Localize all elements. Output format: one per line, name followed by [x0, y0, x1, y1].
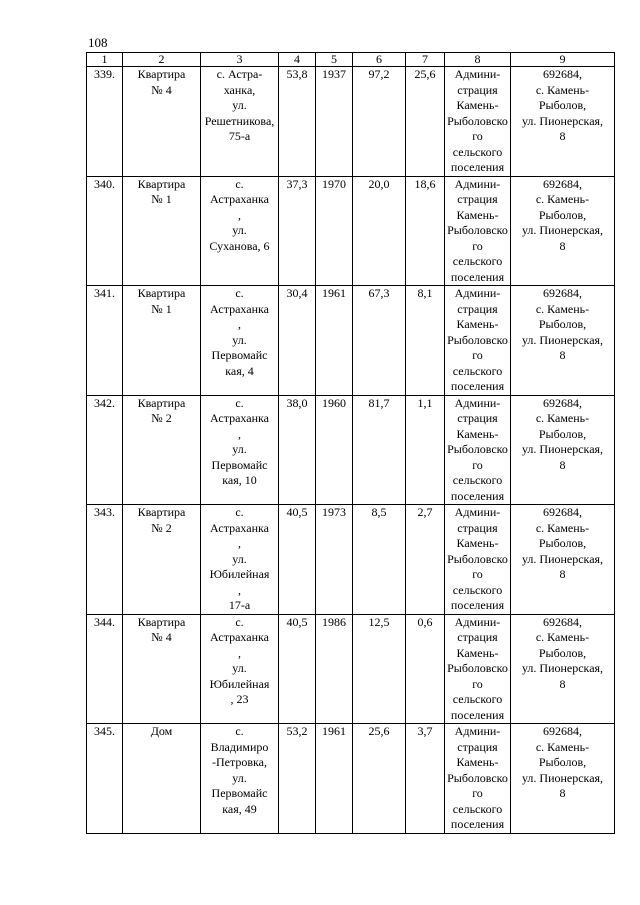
- cost-value: 18,6: [406, 176, 445, 286]
- holder-name: Админи- страция Камень- Рыболовско го сельского поселения: [445, 505, 511, 615]
- cost-value: 8,1: [406, 286, 445, 396]
- wear-value: 8,5: [353, 505, 406, 615]
- wear-value: 25,6: [353, 724, 406, 834]
- year-value: 1986: [316, 614, 353, 724]
- holder-address: 692684, с. Камень- Рыболов, ул. Пионерская, 8: [511, 395, 615, 505]
- row-number: 345.: [87, 724, 123, 834]
- row-number: 341.: [87, 286, 123, 396]
- object-address: с. Астраханка , ул. Юбилейная , 23: [201, 614, 279, 724]
- cost-value: 3,7: [406, 724, 445, 834]
- object-address: с. Астраханка , ул. Первомайс кая, 10: [201, 395, 279, 505]
- holder-name: Админи- страция Камень- Рыболовско го сельского поселения: [445, 395, 511, 505]
- column-header: 5: [316, 53, 353, 67]
- holder-name: Админи- страция Камень- Рыболовско го сельского поселения: [445, 614, 511, 724]
- column-header: 1: [87, 53, 123, 67]
- wear-value: 81,7: [353, 395, 406, 505]
- table-row: [87, 286, 615, 396]
- holder-address: 692684, с. Камень- Рыболов, ул. Пионерская, 8: [511, 286, 615, 396]
- cost-value: 25,6: [406, 67, 445, 177]
- wear-value: 20,0: [353, 176, 406, 286]
- column-header: 3: [201, 53, 279, 67]
- property-registry-table: [86, 52, 615, 834]
- object-address: с. Астраханка , ул. Юбилейная , 17-а: [201, 505, 279, 615]
- object-name: Квартира № 2: [123, 395, 201, 505]
- cost-value: 2,7: [406, 505, 445, 615]
- object-address: с. Астраханка , ул. Первомайс кая, 4: [201, 286, 279, 396]
- object-name: Квартира № 1: [123, 176, 201, 286]
- object-name: Квартира № 1: [123, 286, 201, 396]
- table-row: [87, 724, 615, 834]
- column-header: 8: [445, 53, 511, 67]
- holder-address: 692684, с. Камень- Рыболов, ул. Пионерская, 8: [511, 614, 615, 724]
- page-number: 108: [88, 35, 108, 50]
- area-value: 53,2: [279, 724, 316, 834]
- wear-value: 67,3: [353, 286, 406, 396]
- row-number: 343.: [87, 505, 123, 615]
- table-row: [87, 176, 615, 286]
- year-value: 1961: [316, 286, 353, 396]
- area-value: 38,0: [279, 395, 316, 505]
- column-header: 9: [511, 53, 615, 67]
- holder-address: 692684, с. Камень- Рыболов, ул. Пионерская, 8: [511, 176, 615, 286]
- row-number: 340.: [87, 176, 123, 286]
- holder-address: 692684, с. Камень- Рыболов, ул. Пионерская, 8: [511, 724, 615, 834]
- object-address: с. Владимиро -Петровка, ул. Первомайс кая, 49: [201, 724, 279, 834]
- wear-value: 12,5: [353, 614, 406, 724]
- cost-value: 0,6: [406, 614, 445, 724]
- object-address: с. Астраханка , ул. Суханова, 6: [201, 176, 279, 286]
- column-header: 2: [123, 53, 201, 67]
- object-name: Квартира № 4: [123, 67, 201, 177]
- object-name: Квартира № 4: [123, 614, 201, 724]
- column-header: 6: [353, 53, 406, 67]
- object-name: Дом: [123, 724, 201, 834]
- column-header: 4: [279, 53, 316, 67]
- area-value: 37,3: [279, 176, 316, 286]
- holder-address: 692684, с. Камень- Рыболов, ул. Пионерская, 8: [511, 505, 615, 615]
- holder-name: Админи- страция Камень- Рыболовско го сельского поселения: [445, 176, 511, 286]
- table-row: [87, 614, 615, 724]
- row-number: 344.: [87, 614, 123, 724]
- row-number: 339.: [87, 67, 123, 177]
- area-value: 53,8: [279, 67, 316, 177]
- holder-name: Админи- страция Камень- Рыболовско го сельского поселения: [445, 67, 511, 177]
- holder-address: 692684, с. Камень- Рыболов, ул. Пионерская, 8: [511, 67, 615, 177]
- area-value: 40,5: [279, 614, 316, 724]
- cost-value: 1,1: [406, 395, 445, 505]
- column-number-row: [87, 53, 615, 67]
- object-address: с. Астра- ханка, ул. Решетникова, 75-а: [201, 67, 279, 177]
- object-name: Квартира № 2: [123, 505, 201, 615]
- table-row: [87, 67, 615, 177]
- year-value: 1970: [316, 176, 353, 286]
- year-value: 1960: [316, 395, 353, 505]
- holder-name: Админи- страция Камень- Рыболовско го сельского поселения: [445, 724, 511, 834]
- wear-value: 97,2: [353, 67, 406, 177]
- year-value: 1973: [316, 505, 353, 615]
- holder-name: Админи- страция Камень- Рыболовско го сельского поселения: [445, 286, 511, 396]
- area-value: 40,5: [279, 505, 316, 615]
- table-row: [87, 395, 615, 505]
- row-number: 342.: [87, 395, 123, 505]
- table-row: [87, 505, 615, 615]
- year-value: 1937: [316, 67, 353, 177]
- column-header: 7: [406, 53, 445, 67]
- year-value: 1961: [316, 724, 353, 834]
- area-value: 30,4: [279, 286, 316, 396]
